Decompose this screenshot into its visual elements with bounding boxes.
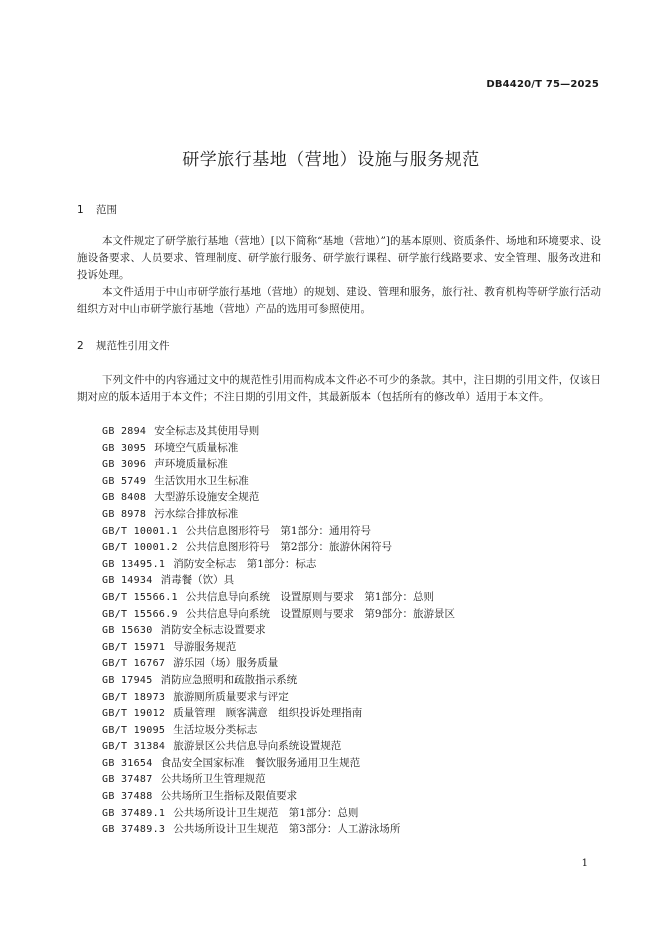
reference-code: GB 8978	[102, 508, 147, 520]
reference-name: 公共信息导向系统 设置原则与要求 第9部分：旅游景区	[185, 607, 456, 620]
reference-code: GB 13495.1	[102, 558, 166, 570]
reference-item	[102, 489, 455, 506]
reference-item	[102, 639, 455, 656]
section-title: 范围	[96, 204, 117, 216]
section-number: 2	[77, 340, 84, 352]
reference-code: GB 37487	[102, 774, 153, 786]
reference-name: 质量管理 顾客满意 组织投诉处理指南	[173, 707, 363, 720]
reference-item	[102, 622, 455, 639]
reference-code: GB 3095	[102, 442, 147, 454]
reference-code: GB/T 16767	[102, 658, 166, 670]
section-normative-heading	[77, 338, 170, 353]
reference-code: GB 3096	[102, 459, 147, 471]
reference-item	[102, 572, 455, 589]
document-title: 研学旅行基地（营地）设施与服务规范	[182, 150, 480, 170]
reference-item	[102, 423, 455, 440]
reference-name: 生活饮用水卫生标准	[154, 474, 249, 487]
reference-code: GB 37489.1	[102, 807, 166, 819]
section-title: 规范性引用文件	[96, 340, 170, 352]
reference-name: 安全标志及其使用导则	[154, 425, 260, 437]
reference-name: 大型游乐设施安全规范	[154, 491, 260, 504]
reference-name: 公共信息导向系统 设置原则与要求 第1部分：总则	[185, 590, 435, 603]
standard-number: DB4420/T 75—2025	[486, 79, 599, 90]
reference-item	[102, 456, 455, 473]
reference-item	[102, 689, 455, 706]
page-number: 1	[581, 858, 588, 869]
reference-name: 消防安全标志 第1部分：标志	[173, 557, 317, 570]
reference-code: GB 37488	[102, 791, 153, 803]
reference-name: 游乐园（场）服务质量	[173, 657, 279, 670]
reference-name: 公共场所卫生管理规范	[160, 773, 266, 786]
reference-name: 消防应急照明和疏散指示系统	[160, 673, 298, 686]
reference-item	[102, 805, 455, 822]
reference-name: 公共信息图形符号 第2部分：旅游休闲符号	[185, 541, 393, 554]
reference-name: 公共信息图形符号 第1部分：通用符号	[185, 524, 372, 537]
reference-code: GB 14934	[102, 575, 153, 587]
reference-item	[102, 672, 455, 689]
scope-paragraph-1: 本文件规定了研学旅行基地（营地）[以下简称“基地（营地）”]的基本原则、资质条件、场地和环境要求、设施设备要求、人员要求、管理制度、研学旅行服务、研学旅行课程、研学旅行线路要求、安全管理、服务改进和投诉处理。	[77, 235, 601, 281]
reference-list	[102, 423, 455, 838]
reference-name: 旅游景区公共信息导向系统设置规范	[173, 740, 342, 753]
reference-code: GB/T 19095	[102, 724, 166, 736]
reference-item	[102, 523, 455, 540]
reference-name: 旅游厕所质量要求与评定	[173, 690, 289, 703]
reference-item	[102, 556, 455, 573]
reference-item	[102, 606, 455, 623]
reference-code: GB/T 10001.1	[102, 525, 178, 537]
reference-name: 声环境质量标准	[154, 458, 228, 471]
reference-code: GB/T 10001.2	[102, 542, 178, 554]
reference-item	[102, 705, 455, 722]
reference-item	[102, 655, 455, 672]
reference-item	[102, 589, 455, 606]
reference-item	[102, 821, 455, 838]
reference-code: GB/T 19012	[102, 708, 166, 720]
reference-item	[102, 771, 455, 788]
reference-item	[102, 539, 455, 556]
reference-item	[102, 473, 455, 490]
reference-code: GB/T 18973	[102, 691, 166, 703]
normative-intro: 下列文件中的内容通过文中的规范性引用而构成本文件必不可少的条款。其中，注日期的引用文件，仅该日期对应的版本适用于本文件；不注日期的引用文件，其最新版本（包括所有的修改单）适用于本文件。	[77, 374, 601, 403]
reference-name: 生活垃圾分类标志	[173, 723, 258, 736]
reference-code: GB 17945	[102, 674, 153, 686]
reference-item	[102, 755, 455, 772]
reference-item	[102, 722, 455, 739]
reference-item	[102, 506, 455, 523]
reference-item	[102, 788, 455, 805]
reference-name: 污水综合排放标准	[154, 507, 239, 520]
section-scope-heading	[77, 202, 117, 217]
reference-code: GB/T 15566.9	[102, 608, 178, 620]
reference-name: 消毒餐（饮）具	[160, 574, 235, 587]
reference-name: 公共场所卫生指标及限值要求	[160, 790, 298, 803]
reference-name: 消防安全标志设置要求	[160, 624, 266, 637]
reference-name: 导游服务规范	[173, 640, 237, 653]
reference-code: GB 8408	[102, 492, 147, 504]
reference-name: 公共场所设计卫生规范 第3部分：人工游泳场所	[173, 823, 401, 836]
reference-code: GB/T 31384	[102, 741, 166, 753]
reference-name: 食品安全国家标准 餐饮服务通用卫生规范	[160, 756, 361, 769]
reference-code: GB 2894	[102, 426, 147, 437]
reference-code: GB 31654	[102, 757, 153, 769]
reference-name: 环境空气质量标准	[154, 441, 239, 454]
reference-code: GB 5749	[102, 475, 147, 487]
reference-name: 公共场所设计卫生规范 第1部分：总则	[173, 806, 359, 819]
reference-code: GB/T 15971	[102, 641, 166, 653]
reference-item	[102, 440, 455, 457]
reference-item	[102, 738, 455, 755]
reference-code: GB 37489.3	[102, 824, 166, 836]
reference-code: GB 15630	[102, 625, 153, 637]
scope-paragraph-2: 本文件适用于中山市研学旅行基地（营地）的规划、建设、管理和服务，旅行社、教育机构等研学旅行活动组织方对中山市研学旅行基地（营地）产品的选用可参照使用。	[77, 286, 601, 315]
section-number: 1	[77, 204, 84, 216]
reference-code: GB/T 15566.1	[102, 591, 178, 603]
